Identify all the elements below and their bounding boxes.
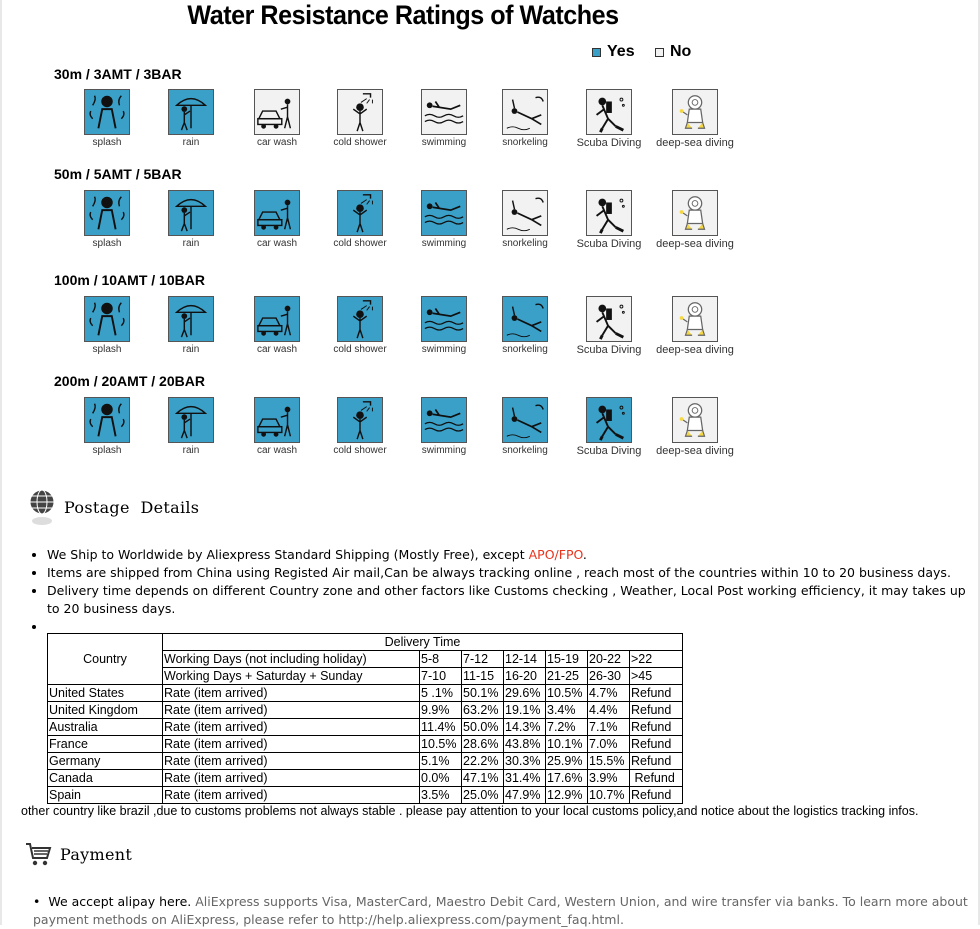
activity-label: deep-sea diving xyxy=(656,344,734,356)
value-cell: 7-12 xyxy=(462,651,504,668)
country-cell: United States xyxy=(48,685,163,702)
activity-scuba-diving xyxy=(564,296,654,356)
value-cell: 31.4% xyxy=(504,770,546,787)
postage-bullets xyxy=(27,546,977,636)
activity-snorkeling xyxy=(480,397,570,456)
swimmer-icon xyxy=(421,397,467,443)
customs-note: other country like brazil ,due to customs problems not always stable . please pay attention to your local customs policy,and notice about the logistics tracking infos. xyxy=(21,804,919,818)
row-label-cell: Rate (item arrived) xyxy=(163,753,420,770)
swimmer-icon xyxy=(421,190,467,236)
value-cell: 17.6% xyxy=(546,770,588,787)
postage-heading-text: Postage Details xyxy=(64,497,200,517)
car-wash-icon xyxy=(254,89,300,135)
bullet-text: We Ship to Worldwide by Aliexpress Standard Shipping (Mostly Free), except xyxy=(47,547,529,562)
activity-rain xyxy=(146,397,236,456)
value-cell: 10.7% xyxy=(588,787,630,804)
activity-swimming xyxy=(399,89,489,148)
activity-splash xyxy=(62,296,152,355)
value-cell: 5 .1% xyxy=(420,685,462,702)
deep-sea-diver-icon xyxy=(672,397,718,443)
activity-deep-sea-diving xyxy=(650,89,740,149)
table-row xyxy=(48,787,683,804)
value-cell: 11-15 xyxy=(462,668,504,685)
snorkel-icon xyxy=(502,89,548,135)
value-cell: 25.9% xyxy=(546,753,588,770)
value-cell: Refund xyxy=(630,719,683,736)
activity-label: rain xyxy=(182,344,200,355)
deep-sea-diver-icon xyxy=(672,89,718,135)
activity-cold-shower xyxy=(315,190,405,249)
value-cell: >45 xyxy=(630,668,683,685)
deep-sea-diver-icon xyxy=(672,190,718,236)
shower-icon xyxy=(337,296,383,342)
car-wash-icon xyxy=(254,296,300,342)
umbrella-icon xyxy=(168,397,214,443)
snorkel-icon xyxy=(502,296,548,342)
activity-label: Scuba Diving xyxy=(576,445,642,457)
list-item: • Delivery time depends on different Country zone and other factors like Customs checking , Weather, Local Post working efficiency, it may takes up to 20 business days. xyxy=(47,582,977,618)
rating-title: 200m / 20AMT / 20BAR xyxy=(54,373,205,389)
value-cell: 47.9% xyxy=(504,787,546,804)
value-cell: 4.4% xyxy=(588,702,630,719)
value-cell: 63.2% xyxy=(462,702,504,719)
activity-label: car wash xyxy=(256,445,297,456)
activity-label: cold shower xyxy=(333,238,387,249)
activity-label: splash xyxy=(92,344,122,355)
swimmer-icon xyxy=(421,89,467,135)
value-cell: Refund xyxy=(630,702,683,719)
value-cell: 0.0% xyxy=(420,770,462,787)
table-row xyxy=(48,753,683,770)
activity-scuba-diving xyxy=(564,89,654,149)
payment-details: AliExpress supports Visa, MasterCard, Maestro Debit Card, Western Union, and wire transfer via banks. To learn more about payment methods on AliExpress, please refer to http://help.aliexpress.com/payment_faq.html. xyxy=(33,894,968,927)
activity-label: car wash xyxy=(256,344,297,355)
activity-deep-sea-diving xyxy=(650,397,740,457)
activity-cold-shower xyxy=(315,296,405,355)
activity-label: snorkeling xyxy=(502,137,548,148)
activity-deep-sea-diving xyxy=(650,296,740,356)
activity-splash xyxy=(62,89,152,148)
value-cell: 12-14 xyxy=(504,651,546,668)
value-cell: Refund xyxy=(630,685,683,702)
activity-label: swimming xyxy=(421,445,467,456)
swimmer-icon xyxy=(421,296,467,342)
row-label-cell: Rate (item arrived) xyxy=(163,736,420,753)
value-cell: 15.5% xyxy=(588,753,630,770)
table-row xyxy=(48,736,683,753)
activity-car-wash xyxy=(232,397,322,456)
row-label-cell: Working Days + Saturday + Sunday xyxy=(163,668,420,685)
value-cell: 7.1% xyxy=(588,719,630,736)
row-label-cell: Rate (item arrived) xyxy=(163,719,420,736)
activity-label: splash xyxy=(92,137,122,148)
value-cell: 26-30 xyxy=(588,668,630,685)
page-left-border xyxy=(0,0,2,925)
rating-title: 50m / 5AMT / 5BAR xyxy=(54,166,182,182)
activity-label: swimming xyxy=(421,137,467,148)
value-cell: 22.2% xyxy=(462,753,504,770)
activity-swimming xyxy=(399,296,489,355)
bullet-text: . xyxy=(582,547,587,562)
activity-rain xyxy=(146,296,236,355)
country-cell: France xyxy=(48,736,163,753)
activity-snorkeling xyxy=(480,89,570,148)
activity-car-wash xyxy=(232,296,322,355)
value-cell: Refund xyxy=(630,770,683,787)
splash-icon xyxy=(84,397,130,443)
activity-cold-shower xyxy=(315,397,405,456)
activity-label: snorkeling xyxy=(502,445,548,456)
payment-heading xyxy=(24,840,132,868)
activity-rain xyxy=(146,89,236,148)
value-cell: 5-8 xyxy=(420,651,462,668)
row-label-cell: Rate (item arrived) xyxy=(163,702,420,719)
apo-fpo-link[interactable]: APO/FPO xyxy=(528,547,583,562)
scuba-icon xyxy=(586,89,632,135)
activity-label: cold shower xyxy=(333,137,387,148)
activity-label: Scuba Diving xyxy=(576,137,642,149)
activity-label: deep-sea diving xyxy=(656,445,734,457)
car-wash-icon xyxy=(254,397,300,443)
splash-icon xyxy=(84,296,130,342)
activity-label: swimming xyxy=(421,344,467,355)
activity-splash xyxy=(62,397,152,456)
activity-label: cold shower xyxy=(333,344,387,355)
legend-yes-swatch xyxy=(592,48,601,57)
car-wash-icon xyxy=(254,190,300,236)
activity-label: snorkeling xyxy=(502,238,548,249)
value-cell: 7-10 xyxy=(420,668,462,685)
list-item xyxy=(47,546,977,564)
value-cell: 3.4% xyxy=(546,702,588,719)
payment-lead: We accept alipay here. xyxy=(48,894,192,909)
activity-snorkeling xyxy=(480,296,570,355)
activity-scuba-diving xyxy=(564,190,654,250)
umbrella-icon xyxy=(168,190,214,236)
globe-icon xyxy=(28,488,56,526)
value-cell: 20-22 xyxy=(588,651,630,668)
activity-label: Scuba Diving xyxy=(576,238,642,250)
value-cell: 47.1% xyxy=(462,770,504,787)
page-title: Water Resistance Ratings of Watches xyxy=(187,0,619,30)
value-cell: >22 xyxy=(630,651,683,668)
value-cell: 19.1% xyxy=(504,702,546,719)
splash-icon xyxy=(84,190,130,236)
legend-no-label: No xyxy=(670,43,692,60)
scuba-icon xyxy=(586,296,632,342)
scuba-icon xyxy=(586,397,632,443)
value-cell: 21-25 xyxy=(546,668,588,685)
scuba-icon xyxy=(586,190,632,236)
activity-cold-shower xyxy=(315,89,405,148)
activity-label: swimming xyxy=(421,238,467,249)
value-cell: 30.3% xyxy=(504,753,546,770)
activity-snorkeling xyxy=(480,190,570,249)
rating-title: 30m / 3AMT / 3BAR xyxy=(54,66,182,82)
activity-label: snorkeling xyxy=(502,344,548,355)
value-cell: Refund xyxy=(630,787,683,804)
activity-label: rain xyxy=(182,238,200,249)
row-label-cell: Rate (item arrived) xyxy=(163,685,420,702)
activity-scuba-diving xyxy=(564,397,654,457)
activity-label: car wash xyxy=(256,137,297,148)
activity-label: rain xyxy=(182,137,200,148)
value-cell: 9.9% xyxy=(420,702,462,719)
value-cell: Refund xyxy=(630,736,683,753)
activity-splash xyxy=(62,190,152,249)
activity-label: deep-sea diving xyxy=(656,137,734,149)
shopping-cart-icon xyxy=(24,840,52,868)
activity-label: cold shower xyxy=(333,445,387,456)
umbrella-icon xyxy=(168,89,214,135)
postage-heading xyxy=(28,488,199,526)
value-cell: 50.0% xyxy=(462,719,504,736)
delivery-table xyxy=(47,633,683,804)
legend-no-swatch xyxy=(655,48,664,57)
activity-swimming xyxy=(399,190,489,249)
row-label-cell: Working Days (not including holiday) xyxy=(163,651,420,668)
value-cell: 10.1% xyxy=(546,736,588,753)
country-cell: Spain xyxy=(48,787,163,804)
value-cell: 3.5% xyxy=(420,787,462,804)
payment-heading-text: Payment xyxy=(60,844,133,864)
table-row xyxy=(48,719,683,736)
value-cell: 43.8% xyxy=(504,736,546,753)
list-item: • Items are shipped from China using Registed Air mail,Can be always tracking online , reach most of the countries within 10 to 20 business days. xyxy=(47,564,977,582)
value-cell: 3.9% xyxy=(588,770,630,787)
value-cell: 25.0% xyxy=(462,787,504,804)
legend-yes xyxy=(592,43,635,61)
row-label-cell: Rate (item arrived) xyxy=(163,787,420,804)
umbrella-icon xyxy=(168,296,214,342)
payment-bullet xyxy=(33,893,978,929)
activity-label: car wash xyxy=(256,238,297,249)
rating-title: 100m / 10AMT / 10BAR xyxy=(54,272,205,288)
activity-label: deep-sea diving xyxy=(656,238,734,250)
activity-label: rain xyxy=(182,445,200,456)
value-cell: 29.6% xyxy=(504,685,546,702)
country-cell: United Kingdom xyxy=(48,702,163,719)
deep-sea-diver-icon xyxy=(672,296,718,342)
value-cell: 10.5% xyxy=(546,685,588,702)
value-cell: 7.0% xyxy=(588,736,630,753)
shower-icon xyxy=(337,190,383,236)
activity-label: splash xyxy=(92,445,122,456)
country-header: Country xyxy=(48,634,163,685)
value-cell: 11.4% xyxy=(420,719,462,736)
activity-rain xyxy=(146,190,236,249)
country-cell: Australia xyxy=(48,719,163,736)
value-cell: 10.5% xyxy=(420,736,462,753)
value-cell: 4.7% xyxy=(588,685,630,702)
value-cell: 28.6% xyxy=(462,736,504,753)
value-cell: 5.1% xyxy=(420,753,462,770)
splash-icon xyxy=(84,89,130,135)
country-cell: Canada xyxy=(48,770,163,787)
value-cell: 15-19 xyxy=(546,651,588,668)
activity-label: Scuba Diving xyxy=(576,344,642,356)
legend-no xyxy=(655,43,691,61)
activity-swimming xyxy=(399,397,489,456)
snorkel-icon xyxy=(502,397,548,443)
table-row xyxy=(48,685,683,702)
activity-deep-sea-diving xyxy=(650,190,740,250)
value-cell: 16-20 xyxy=(504,668,546,685)
row-label-cell: Rate (item arrived) xyxy=(163,770,420,787)
activity-car-wash xyxy=(232,190,322,249)
value-cell: Refund xyxy=(630,753,683,770)
shower-icon xyxy=(337,397,383,443)
table-row xyxy=(48,702,683,719)
shower-icon xyxy=(337,89,383,135)
snorkel-icon xyxy=(502,190,548,236)
activity-car-wash xyxy=(232,89,322,148)
value-cell: 50.1% xyxy=(462,685,504,702)
value-cell: 14.3% xyxy=(504,719,546,736)
activity-label: splash xyxy=(92,238,122,249)
delivery-time-caption: Delivery Time xyxy=(163,634,683,651)
value-cell: 12.9% xyxy=(546,787,588,804)
legend-yes-label: Yes xyxy=(607,43,635,60)
value-cell: 7.2% xyxy=(546,719,588,736)
table-row xyxy=(48,770,683,787)
country-cell: Germany xyxy=(48,753,163,770)
bullet-dot: • xyxy=(33,894,49,909)
